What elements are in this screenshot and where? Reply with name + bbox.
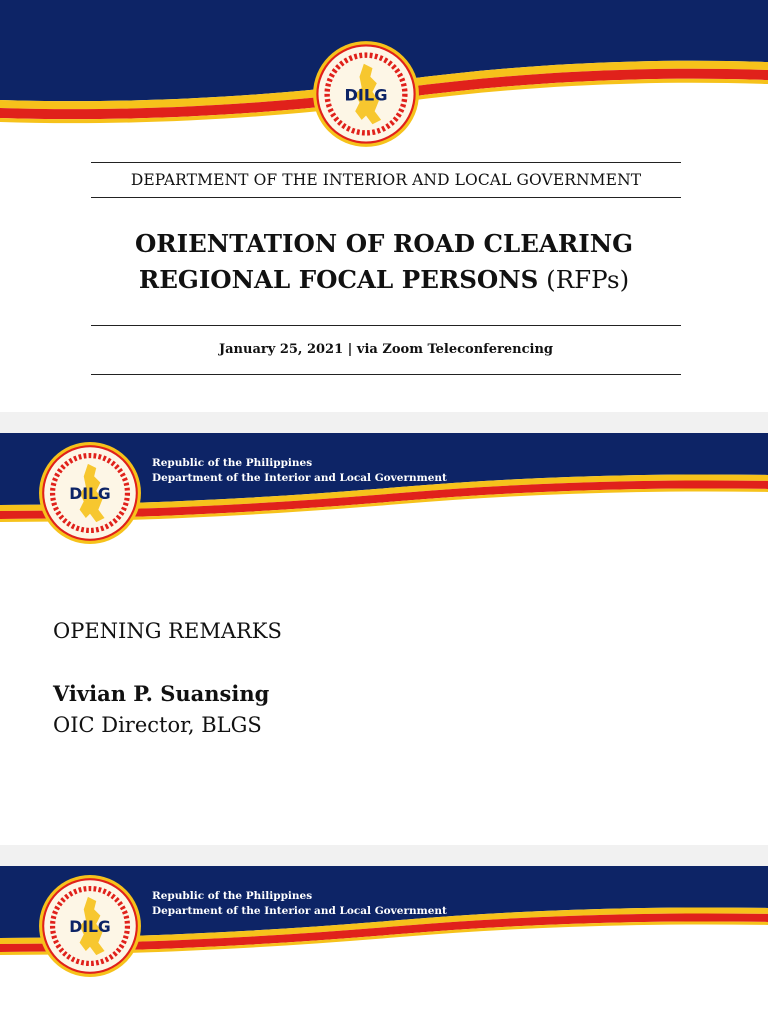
header-text <box>152 889 447 919</box>
department-heading: DEPARTMENT OF THE INTERIOR AND LOCAL GOVERNMENT <box>130 171 642 189</box>
slide-gap <box>0 412 768 433</box>
next-slide <box>0 866 768 1024</box>
slide-gap <box>0 845 768 866</box>
dilg-seal-icon <box>312 40 420 148</box>
seal-label: DILG <box>344 85 388 105</box>
header-country: Republic of the Philippines <box>152 457 313 469</box>
section-title: OPENING REMARKS <box>53 619 282 643</box>
dilg-seal-icon <box>38 441 142 545</box>
title-line-1: ORIENTATION OF ROAD CLEARING <box>134 229 634 258</box>
speaker-name: Vivian P. Suansing <box>53 681 270 706</box>
presentation-title <box>60 226 708 298</box>
header-country: Republic of the Philippines <box>152 890 313 902</box>
header-department: Department of the Interior and Local Government <box>152 905 447 917</box>
header-text <box>152 456 447 486</box>
divider <box>91 162 681 163</box>
speaker-role: OIC Director, BLGS <box>53 713 262 737</box>
title-abbreviation: (RFPs) <box>538 265 630 294</box>
seal-label: DILG <box>69 485 111 504</box>
title-line-2: REGIONAL FOCAL PERSONS <box>138 265 539 294</box>
dilg-seal-icon <box>38 874 142 978</box>
seal-label: DILG <box>69 918 111 937</box>
opening-remarks-slide <box>0 433 768 845</box>
divider <box>91 374 681 375</box>
title-slide <box>0 0 768 412</box>
header-department: Department of the Interior and Local Government <box>152 472 447 484</box>
divider <box>91 197 681 198</box>
divider <box>91 325 681 326</box>
event-date-venue: January 25, 2021 | via Zoom Teleconferencing <box>218 342 554 357</box>
